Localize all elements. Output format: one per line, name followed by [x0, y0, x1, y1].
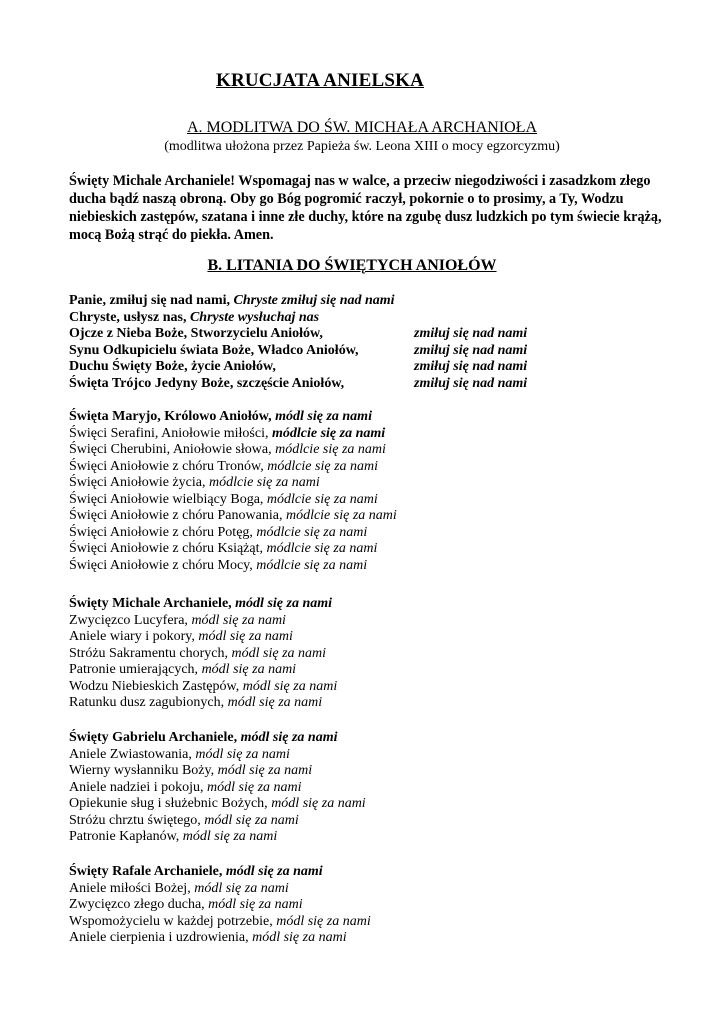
invocation-text: Święci Aniołowie z chóru Potęg,: [69, 524, 253, 540]
invocation-text: Chryste, usłysz nas,: [69, 309, 187, 325]
invocation-text: Święci Aniołowie życia,: [69, 475, 206, 490]
litany-line: [69, 508, 689, 525]
response-text: módlcie się za nami: [256, 524, 368, 540]
litany-line: [69, 541, 689, 558]
invocation-text: Święta Trójco Jedyny Boże, szczęście Aniołów,: [69, 375, 345, 391]
response-text: módlcie się za nami: [275, 442, 386, 457]
invocation-text: Patronie umierających,: [69, 662, 199, 677]
litany-line: [69, 796, 689, 813]
response-text: módl się za nami: [240, 730, 338, 745]
litany-line: [69, 747, 689, 764]
invocation-text: Święty Gabrielu Archaniele,: [69, 730, 238, 745]
litany-line: [69, 829, 689, 846]
invocation-text: Święci Serafini, Aniołowie miłości,: [69, 425, 269, 441]
invocation-text: Aniele Zwiastowania,: [69, 746, 192, 762]
invocation-text: Ojcze z Nieba Boże, Stworzycielu Aniołów,: [69, 326, 323, 341]
litany-line: [69, 525, 689, 542]
litany-line: [69, 442, 689, 459]
litany-line: [69, 558, 689, 575]
response-text: módlcie się za nami: [266, 491, 378, 507]
litany-line: [69, 376, 689, 393]
response-text: zmiłuj się nad nami: [414, 326, 528, 341]
litany-line: [69, 475, 689, 492]
section-b-heading: B. LITANIA DO ŚWIĘTYCH ANIOŁÓW: [207, 257, 497, 274]
response-text: zmiłuj się nad nami: [414, 342, 528, 358]
response-text: zmiłuj się nad nami: [414, 359, 528, 374]
invocation-text: Święty Rafale Archaniele,: [69, 864, 223, 879]
litany-opening: [69, 293, 689, 392]
invocation-text: Wodzu Niebieskich Zastępów,: [69, 678, 240, 694]
invocation-text: Święci Aniołowie wielbiący Boga,: [69, 491, 264, 507]
michael-prayer-text: Święty Michale Archaniele! Wspomagaj nas w walce, a przeciw niegodziwości i zasadzkom złego ducha bądź naszą obroną. Oby go Bóg pogromić raczył, pokornie o to prosimy, a Ty, Wodzu niebieskich zastępów, szatana i inne złe duchy, które na zgubę dusz ludzkich po tym świecie krążą, mocą Bożą strąć do piekła. Amen.: [69, 173, 662, 243]
invocation-text: Wspomożycielu w każdej potrzebie,: [69, 913, 273, 929]
invocation-text: Święci Aniołowie z chóru Tronów,: [69, 458, 264, 474]
litany-line: [69, 881, 689, 898]
response-text: módlcie się za nami: [256, 557, 368, 573]
litany-group-head: [69, 409, 689, 426]
litany-line: [69, 629, 689, 646]
litany-mary-group: [69, 409, 689, 574]
response-text: módl się za nami: [217, 763, 313, 778]
litany-line: [69, 310, 689, 327]
response-text: módl się za nami: [191, 612, 286, 628]
litany-michael-group: [69, 596, 689, 712]
invocation-text: Święci Aniołowie z chóru Mocy,: [69, 557, 253, 573]
invocation-text: Synu Odkupicielu świata Boże, Władco Aniołów,: [69, 342, 359, 358]
litany-line: [69, 897, 689, 914]
invocation-text: Duchu Święty Boże, życie Aniołów,: [69, 359, 276, 374]
response-text: módl się za nami: [204, 812, 299, 828]
invocation-text: Aniele cierpienia i uzdrowienia,: [69, 930, 249, 945]
litany-group-head: [69, 730, 689, 747]
response-text: módl się za nami: [195, 746, 290, 762]
response-text: zmiłuj się nad nami: [414, 375, 528, 391]
response-text: módl się za nami: [208, 897, 303, 912]
invocation-text: Stróżu Sakramentu chorych,: [69, 645, 229, 661]
litany-line: [69, 813, 689, 830]
litany-line: [69, 679, 689, 696]
litany-gabriel-group: [69, 730, 689, 846]
litany-line: [69, 662, 689, 679]
litany-line: [69, 914, 689, 931]
litany-line: [69, 359, 689, 376]
response-text: módl się za nami: [198, 629, 293, 644]
litany-line: [69, 613, 689, 630]
response-text: módl się za nami: [235, 596, 333, 611]
litany-line: [69, 492, 689, 509]
invocation-text: Aniele miłości Bożej,: [69, 880, 191, 896]
invocation-text: Zwycięzco złego ducha,: [69, 897, 205, 912]
litany-line: [69, 343, 689, 360]
invocation-text: Panie, zmiłuj się nad nami,: [69, 293, 231, 308]
response-text: módl się za nami: [194, 880, 289, 896]
invocation-text: Święta Maryjo, Królowo Aniołów,: [69, 409, 272, 424]
response-text: módl się za nami: [225, 864, 323, 879]
response-text: módl się za nami: [275, 409, 372, 424]
response-text: módl się za nami: [242, 678, 338, 694]
response-text: módl się za nami: [182, 829, 278, 844]
response-text: módl się za nami: [252, 930, 347, 945]
response-text: módlcie się za nami: [267, 458, 379, 474]
litany-line: [69, 646, 689, 663]
invocation-text: Patronie Kapłanów,: [69, 829, 180, 844]
invocation-text: Stróżu chrztu świętego,: [69, 812, 201, 828]
litany-line: [69, 426, 689, 443]
section-a-subtitle: (modlitwa ułożona przez Papieża św. Leona XIII o mocy egzorcyzmu): [164, 139, 560, 154]
invocation-text: Święty Michale Archaniele,: [69, 596, 232, 611]
response-text: módl się za nami: [271, 796, 366, 811]
response-text: módl się za nami: [276, 913, 371, 929]
litany-line: [69, 695, 689, 712]
litany-line: [69, 930, 689, 947]
document-title: KRUCJATA ANIELSKA: [215, 70, 425, 91]
invocation-text: Święci Aniołowie z chóru Książąt,: [69, 541, 264, 556]
invocation-text: Opiekunie sług i służebnic Bożych,: [69, 796, 268, 811]
response-text: módlcie się za nami: [271, 425, 386, 441]
response-text: módl się za nami: [201, 662, 297, 677]
litany-line: [69, 459, 689, 476]
invocation-text: Ratunku dusz zagubionych,: [69, 695, 225, 710]
section-a-heading: A. MODLITWA DO ŚW. MICHAŁA ARCHANIOŁA: [186, 119, 538, 136]
litany-line: [69, 326, 689, 343]
litany-line: [69, 763, 689, 780]
response-text: Chryste zmiłuj się nad nami: [233, 293, 395, 308]
invocation-text: Święci Aniołowie z chóru Panowania,: [69, 508, 283, 523]
invocation-text: Zwycięzco Lucyfera,: [69, 612, 188, 628]
response-text: módlcie się za nami: [266, 541, 378, 556]
invocation-text: Aniele nadziei i pokoju,: [69, 779, 204, 795]
response-text: módlcie się za nami: [285, 508, 397, 523]
invocation-text: Aniele wiary i pokory,: [69, 629, 195, 644]
litany-line: [69, 780, 689, 797]
litany-line: [69, 293, 689, 310]
invocation-text: Wierny wysłanniku Boży,: [69, 763, 215, 778]
response-text: módlcie się za nami: [208, 475, 320, 490]
litany-group-head: [69, 864, 689, 881]
invocation-text: Święci Cherubini, Aniołowie słowa,: [69, 442, 272, 457]
litany-group-head: [69, 596, 689, 613]
response-text: módl się za nami: [231, 645, 327, 661]
response-text: módl się za nami: [227, 695, 323, 710]
response-text: Chryste wysłuchaj nas: [189, 309, 320, 325]
litany-raphael-group: [69, 864, 689, 947]
response-text: módl się za nami: [207, 779, 302, 795]
